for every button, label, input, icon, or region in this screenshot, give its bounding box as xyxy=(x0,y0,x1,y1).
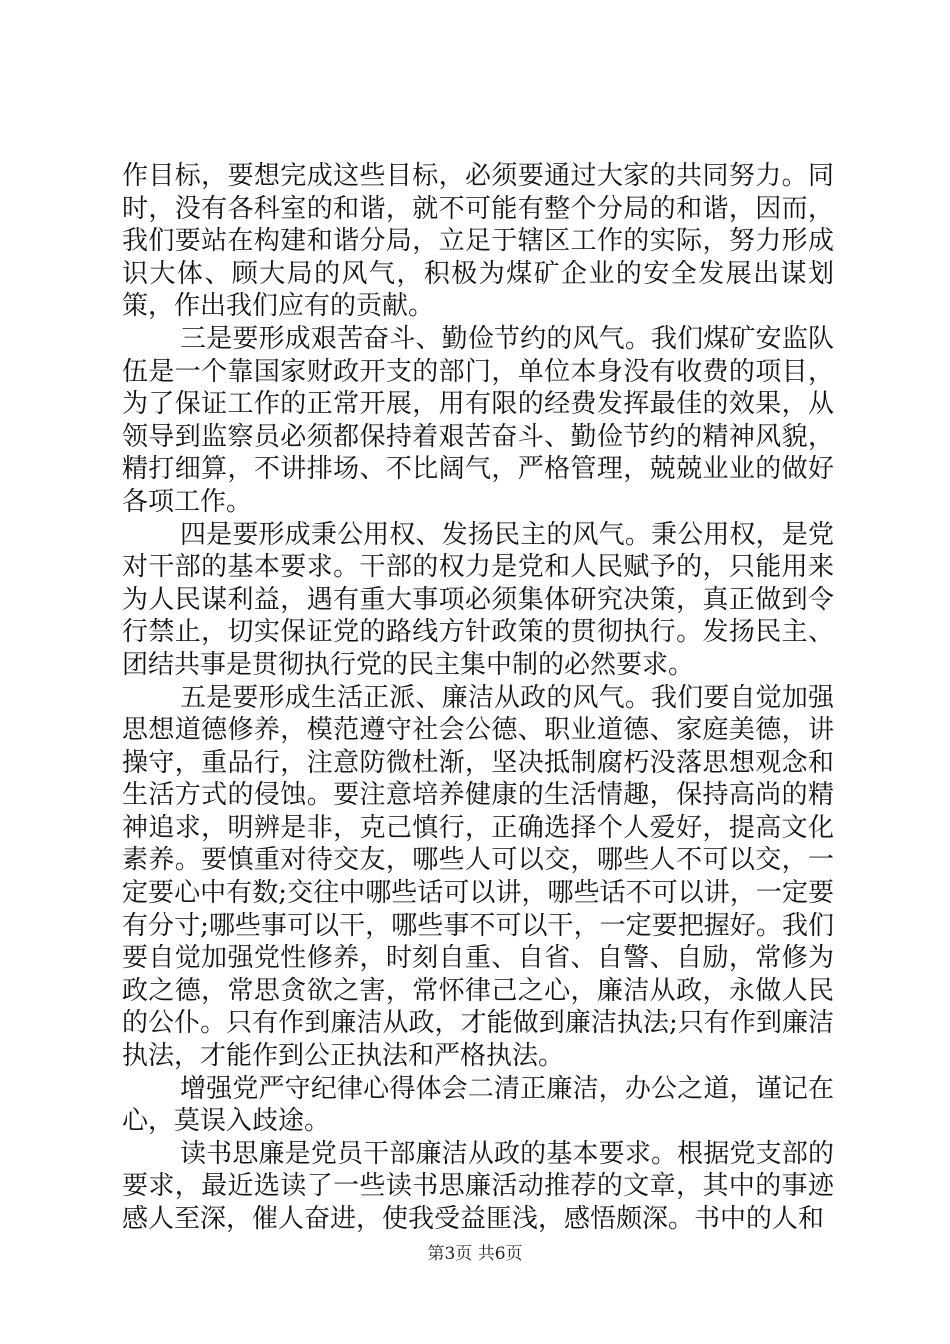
paragraph-2: 三是要形成艰苦奋斗、勤俭节约的风气。我们煤矿安监队伍是一个靠国家财政开支的部门，单位本身没有收费的项目，为了保证工作的正常开展，用有限的经费发挥最佳的效果，从领导到监察员必须都保持着艰苦奋斗、勤俭节约的精神风貌，精打细算，不讲排场、不比阔气，严格管理，兢兢业业的做好各项工作。 xyxy=(122,323,834,517)
paragraph-4: 五是要形成生活正派、廉洁从政的风气。我们要自觉加强思想道德修养，模范遵守社会公德、职业道德、家庭美德，讲操守，重品行，注意防微杜渐，坚决抵制腐朽没落思想观念和生活方式的侵蚀。要注意培养健康的生活情趣，保持高尚的精神追求，明辨是非，克己慎行，正确选择个人爱好，提高文化素养。要慎重对待交友，哪些人可以交，哪些人不可以交，一定要心中有数;交往中哪些话可以讲，哪些话不可以讲，一定要有分寸;哪些事可以干，哪些事不可以干，一定要把握好。我们要自觉加强党性修养，时刻自重、自省、自警、自励，常修为政之德，常思贪欲之害，常怀律己之心，廉洁从政，永做人民的公仆。只有作到廉洁从政，才能做到廉洁执法;只有作到廉洁执法，才能作到公正执法和严格执法。 xyxy=(122,682,834,1072)
paragraph-3: 四是要形成秉公用权、发扬民主的风气。秉公用权，是党对干部的基本要求。干部的权力是党和人民赋予的，只能用来为人民谋利益，遇有重大事项必须集体研究决策，真正做到令行禁止，切实保证党的路线方针政策的贯彻执行。发扬民主、团结共事是贯彻执行党的民主集中制的必然要求。 xyxy=(122,519,834,680)
document-body xyxy=(122,160,834,1236)
paragraph-5: 增强党严守纪律心得体会二清正廉洁，办公之道，谨记在心，莫误入歧途。 xyxy=(122,1073,834,1137)
paragraph-1: 作目标，要想完成这些目标，必须要通过大家的共同努力。同时，没有各科室的和谐，就不可能有整个分局的和谐，因而，我们要站在构建和谐分局，立足于辖区工作的实际，努力形成识大体、顾大局的风气，积极为煤矿企业的安全发展出谋划策，作出我们应有的贡献。 xyxy=(122,161,834,322)
paragraph-6: 读书思廉是党员干部廉洁从政的基本要求。根据党支部的要求，最近选读了一些读书思廉活动推荐的文章，其中的事迹感人至深，催人奋进，使我受益匪浅，感悟颇深。书中的人和 xyxy=(122,1138,834,1234)
page-number-footer: 第3页 共6页 xyxy=(427,1244,523,1264)
